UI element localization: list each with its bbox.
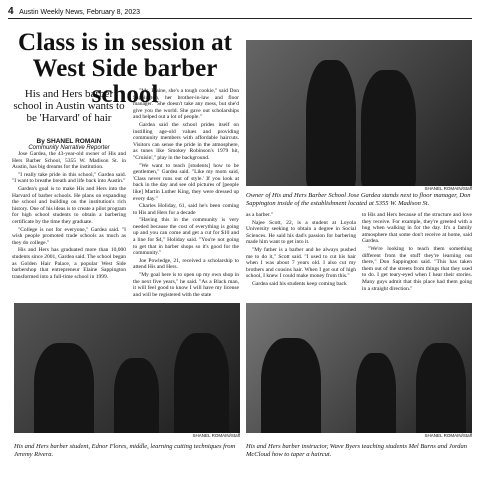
- paragraph: "Ms. Elaine, she's a tough cookie," said Don Sappington, her brother-in-law and floor manager. "She doesn't take any mess, but she'd give you the world. She gave out scholarships and helped out a lot of people.": [133, 88, 239, 121]
- photo-caption: His and Hers barber instructor, Wave Byers teaching students Mel Burns and Jordan McCloud how to taper a haircut.: [246, 443, 468, 458]
- publication-dateline: Austin Weekly News, February 8, 2023: [19, 9, 140, 16]
- photo-caption: Owner of His and Hers Barber School Jose Gardea stands next to floor manager, Don Sappington inside of the establishment located at 5355 W. Madison St.: [246, 192, 471, 207]
- person-silhouette: [356, 353, 396, 433]
- paragraph: His and Hers has graduated more than 10,000 students since 2001, Gardea said. The school began as Golden Hair Palace, a popular West Side barbershop that entrepreneur Elaine Sappington transformed into a full-time school in 1999.: [12, 247, 126, 280]
- person-silhouette: [361, 70, 416, 186]
- photo-credit: SHANEL ROMAIN/Staff: [192, 433, 240, 438]
- paragraph: Najee Scott, 22, is a student at Loyola University seeking to obtain a degree in Social Sciences. He said his dad's passion for barbering made him want to get into it.: [246, 219, 356, 246]
- paragraph: Gardea said his students keep coming back: [252, 280, 347, 287]
- article-column-3: [246, 212, 356, 289]
- byline-name: By SHANEL ROMAIN: [36, 138, 102, 145]
- person-silhouette: [34, 343, 94, 433]
- photo-credit: SHANEL ROMAIN/Staff: [424, 433, 472, 438]
- headline: Class is in session at West Side barber school: [18, 29, 232, 108]
- photo-credit: SHANEL ROMAIN/Staff: [424, 186, 472, 191]
- paragraph: "My father is a barber and he always pushed me to do it," Scott said. "I used to cut his hair when I was about 7 years old. I also cut my brothers and cousins hair. When I got out of high school, I knew I could make money from this.": [246, 246, 356, 280]
- paragraph: "College is not for everyone," Gardea said. "I wish people promoted trade schools as much as they do college.": [12, 226, 126, 246]
- paragraph: Gardea said the school prides itself on instilling age-old values and providing community members with affordable haircuts. Visitors can sense the pride in the atmosphere, as tunes like Smokey Robinson's 1979 hit, "Cruisin'," play in the background.: [133, 121, 239, 161]
- person-silhouette: [114, 358, 159, 433]
- paragraph: as a barber.": [246, 212, 274, 218]
- paragraph: "We're looking to teach them something different from the stuff they're learning out there," Don Sappington said. "This has taken them out of the streets from things that they used to do. I get teary-eyed when I hear their stories. Many guys admit that this place had them going in a straight direction.": [362, 245, 472, 292]
- paragraph: "We want to teach [students] how to be gentlemen," Gardea said. "Like my mom said, 'Class never runs out of style.' If you look at back in the day and see old pictures of [people like] Martin Luther King, they were dressed up every day.": [133, 162, 239, 202]
- byline: [12, 138, 126, 151]
- paragraph: to His and Hers because of the structure and love they receive. For example, they're greeted with a hug when walking in for the day. It's a family atmosphere that some don't receive at home, said Gardea.: [362, 212, 472, 245]
- paragraph: "I really take pride in this school," Gardea said. "I want to breathe breath and life back into Austin.": [12, 171, 126, 185]
- article-column-2: [133, 88, 239, 299]
- paragraph: Jose Gardea, the 43-year-old owner of His and Hers Barber School, 5355 W. Madison St. in Austin, has big dreams for the institution.: [12, 151, 126, 171]
- article-column-4: [362, 212, 472, 293]
- paragraph: Joe Powledge, 21, received a scholarship to attend His and Hers.: [133, 257, 239, 271]
- person-silhouette: [416, 343, 466, 433]
- paragraph: Gardea's goal is to make His and Hers into the Harvard of barber schools. He plans on expanding the school and building on the institution's rich history. One of his ideas is to create a pilot program for high school students to obtain a barbering certificate by the time they graduate.: [12, 185, 126, 225]
- photo-owner-and-manager: [246, 40, 472, 186]
- byline-role: Community Narrative Reporter: [28, 145, 110, 151]
- subheadline: His and Hers barber school in Austin wants to be 'Harvard' of hair: [13, 88, 125, 124]
- person-silhouette: [306, 60, 356, 186]
- page-header: [8, 6, 472, 19]
- person-silhouette: [261, 338, 321, 433]
- article-column-1: [12, 151, 126, 281]
- paragraph: "Having this in the community is very needed because the cost of everything is going up and you can come and get a cut for $10 and a line for $4," Holiday said. "You're not going to get that in barber shops so it's good for the community.": [133, 217, 239, 257]
- paragraph: Charles Holiday, 61, said he's been coming to His and Hers for a decade: [133, 203, 239, 216]
- photo-barber-instructor: [246, 303, 472, 433]
- photo-caption: His and Hers barber student, Ednor Flores, middle, learning cutting techniques from Jeremy Rivera.: [14, 443, 236, 458]
- paragraph: "My goal here is to open up my own shop in the next five years," he said. "As a Black man, it will feel good to know I will have my license and will be registered with the state: [133, 272, 239, 298]
- person-silhouette: [174, 333, 229, 433]
- photo-barber-student: [14, 303, 240, 433]
- page-number: 4: [8, 6, 14, 17]
